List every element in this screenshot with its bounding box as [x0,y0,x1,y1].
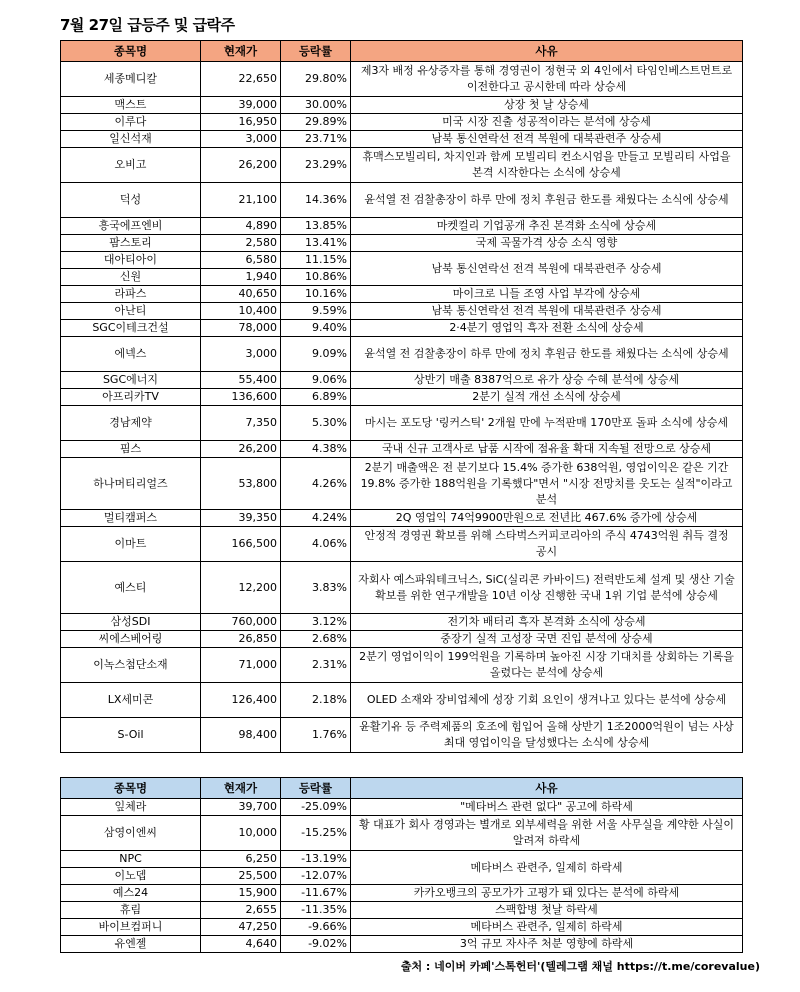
table-row [61,406,743,441]
stock-reason: 마켓컬리 기업공개 추진 본격화 소식에 상승세 [351,218,743,235]
stock-price: 2,655 [201,902,281,919]
stock-name: 씨에스베어링 [61,631,201,648]
stock-price: 3,000 [201,131,281,148]
stock-reason: 마시는 포도당 '링커스틱' 2개월 만에 누적판매 170만포 돌파 소식에 상승세 [351,406,743,441]
stock-price: 3,000 [201,337,281,372]
stock-name: 하나머티리얼즈 [61,458,201,510]
stock-reason: OLED 소재와 장비업체에 성장 기회 요인이 생겨나고 있다는 분석에 상승세 [351,683,743,718]
stock-name: 멀티캠퍼스 [61,510,201,527]
table-row [61,614,743,631]
stock-price: 98,400 [201,718,281,753]
header-price: 현재가 [201,778,281,799]
table-row [61,441,743,458]
stock-reason: 윤활기유 등 주력제품의 호조에 힘입어 올해 상반기 1조2000억원이 넘는 사상 최대 영업이익을 달성했다는 소식에 상승세 [351,718,743,753]
stock-reason: 카카오뱅크의 공모가가 고평가 돼 있다는 분석에 하락세 [351,885,743,902]
stock-price: 16,950 [201,114,281,131]
stock-name: 맥스트 [61,97,201,114]
table-row [61,902,743,919]
stock-change: -25.09% [281,799,351,816]
table-row [61,303,743,320]
stock-reason: 메타버스 관련주, 일제히 하락세 [351,851,743,885]
stock-change: 3.12% [281,614,351,631]
stock-name: 팜스토리 [61,235,201,252]
stock-price: 6,250 [201,851,281,868]
stock-name: 아프리카TV [61,389,201,406]
stock-name: 핌스 [61,441,201,458]
stock-price: 25,500 [201,868,281,885]
table-row [61,816,743,851]
stock-change: 1.76% [281,718,351,753]
table-row [61,510,743,527]
stock-price: 71,000 [201,648,281,683]
header-reason: 사유 [351,41,743,62]
stock-reason: 2분기 실적 개선 소식에 상승세 [351,389,743,406]
stock-name: SGC에너지 [61,372,201,389]
stock-name: 오비고 [61,148,201,183]
stock-price: 4,890 [201,218,281,235]
table-row [61,97,743,114]
stock-price: 7,350 [201,406,281,441]
stock-reason: 미국 시장 진출 성공적이라는 분석에 상승세 [351,114,743,131]
stock-price: 126,400 [201,683,281,718]
table-row [61,919,743,936]
stock-change: -13.19% [281,851,351,868]
stock-name: 에넥스 [61,337,201,372]
table-row [61,851,743,868]
stock-change: 4.38% [281,441,351,458]
stock-reason: 윤석열 전 검찰총장이 하루 만에 정치 후원금 한도를 채웠다는 소식에 상승세 [351,337,743,372]
table-row [61,799,743,816]
stock-change: 30.00% [281,97,351,114]
stock-reason: 중장기 실적 고성장 국면 진입 분석에 상승세 [351,631,743,648]
table-row [61,562,743,614]
stock-change: -15.25% [281,816,351,851]
table-row [61,936,743,953]
stock-name: LX세미콘 [61,683,201,718]
table-row [61,286,743,303]
stock-name: 이녹스첨단소재 [61,648,201,683]
stock-change: 9.09% [281,337,351,372]
table-row [61,235,743,252]
table-row [61,718,743,753]
table-row [61,372,743,389]
stock-change: 23.29% [281,148,351,183]
stock-reason: 2Q 영업익 74억9900만원으로 전년比 467.6% 증가에 상승세 [351,510,743,527]
stock-reason: 황 대표가 회사 경영과는 별개로 외부세력을 위한 서울 사무실을 계약한 사실이 알려져 하락세 [351,816,743,851]
stock-reason: 3억 규모 자사주 처분 영향에 하락세 [351,936,743,953]
stock-name: 이노뎁 [61,868,201,885]
stock-reason: 2·4분기 영업익 흑자 전환 소식에 상승세 [351,320,743,337]
stock-price: 39,350 [201,510,281,527]
table-row [61,183,743,218]
stock-price: 4,640 [201,936,281,953]
stock-reason: 마이크로 니들 조영 사업 부각에 상승세 [351,286,743,303]
stock-price: 39,700 [201,799,281,816]
stock-price: 15,900 [201,885,281,902]
stock-reason: 전기차 배터리 흑자 본격화 소식에 상승세 [351,614,743,631]
stock-change: 13.41% [281,235,351,252]
table-row [61,337,743,372]
stock-name: 라파스 [61,286,201,303]
stock-price: 78,000 [201,320,281,337]
page-title: 7월 27일 급등주 및 급락주 [60,16,235,34]
stock-price: 22,650 [201,62,281,97]
header-change: 등락률 [281,41,351,62]
stock-reason: 자회사 예스파워테크닉스, SiC(실리콘 카바이드) 전력반도체 설계 및 생산 기술 확보를 위한 연구개발을 10년 이상 진행한 국내 1위 기업 분석에 상승세 [351,562,743,614]
stock-price: 26,850 [201,631,281,648]
stock-price: 10,400 [201,303,281,320]
stock-change: 29.80% [281,62,351,97]
stock-name: 대아티아이 [61,252,201,269]
stock-price: 47,250 [201,919,281,936]
table-row [61,631,743,648]
stock-name: 이루다 [61,114,201,131]
table-row [61,648,743,683]
source-note: 출처 : 네이버 카페'스톡헌터'(텔레그램 채널 https://t.me/corevalue) [400,960,760,973]
stock-change: 9.59% [281,303,351,320]
stock-change: 14.36% [281,183,351,218]
table-row [61,320,743,337]
stock-change: 11.15% [281,252,351,269]
table-row [61,148,743,183]
stock-change: 4.24% [281,510,351,527]
stock-reason: 국제 곡물가격 상승 소식 영향 [351,235,743,252]
stock-name: 이마트 [61,527,201,562]
table-row [61,218,743,235]
stock-price: 26,200 [201,441,281,458]
stock-name: 바이브컴퍼니 [61,919,201,936]
stock-name: 휴림 [61,902,201,919]
stock-name: 잎체라 [61,799,201,816]
stock-reason: 윤석열 전 검찰총장이 하루 만에 정치 후원금 한도를 채웠다는 소식에 상승세 [351,183,743,218]
stock-price: 26,200 [201,148,281,183]
stock-price: 1,940 [201,269,281,286]
stock-change: 10.16% [281,286,351,303]
gainers-header-row [61,41,743,62]
table-row [61,885,743,902]
stock-reason: 남북 통신연락선 전격 복원에 대북관련주 상승세 [351,303,743,320]
stock-change: 2.68% [281,631,351,648]
stock-name: 예스티 [61,562,201,614]
stock-reason: 상장 첫 날 상승세 [351,97,743,114]
header-name: 종목명 [61,778,201,799]
stock-change: 6.89% [281,389,351,406]
table-row [61,683,743,718]
stock-reason: 상반기 매출 8387억으로 유가 상승 수혜 분석에 상승세 [351,372,743,389]
header-name: 종목명 [61,41,201,62]
stock-reason: 휴맥스모빌리티, 차지인과 함께 모빌리티 컨소시엄을 만들고 모빌리티 사업을 본격 시작한다는 소식에 상승세 [351,148,743,183]
table-row [61,458,743,510]
stock-name: 세종메디칼 [61,62,201,97]
stock-reason: 제3자 배정 유상증자를 통해 경영권이 정현국 외 4인에서 타임인베스트먼트로 이전한다고 공시한데 따라 상승세 [351,62,743,97]
stock-name: 흥국에프엔비 [61,218,201,235]
stock-price: 760,000 [201,614,281,631]
stock-name: S-Oil [61,718,201,753]
stock-price: 6,580 [201,252,281,269]
stock-change: 9.06% [281,372,351,389]
stock-price: 21,100 [201,183,281,218]
table-row [61,131,743,148]
stock-name: 경남제약 [61,406,201,441]
table-row [61,62,743,97]
losers-header-row [61,778,743,799]
stock-price: 136,600 [201,389,281,406]
stock-name: 일신석재 [61,131,201,148]
stock-name: 신원 [61,269,201,286]
stock-change: 13.85% [281,218,351,235]
stock-name: 아난티 [61,303,201,320]
stock-change: 29.89% [281,114,351,131]
stock-change: 4.06% [281,527,351,562]
stock-name: 예스24 [61,885,201,902]
stock-change: 23.71% [281,131,351,148]
stock-change: -11.67% [281,885,351,902]
stock-name: 유엔젤 [61,936,201,953]
stock-reason: 국내 신규 고객사로 납품 시작에 점유율 확대 지속될 전망으로 상승세 [351,441,743,458]
stock-price: 55,400 [201,372,281,389]
stock-reason: 스팩합병 첫날 하락세 [351,902,743,919]
stock-price: 10,000 [201,816,281,851]
stock-name: NPC [61,851,201,868]
stock-reason: 남북 통신연락선 전격 복원에 대북관련주 상승세 [351,252,743,286]
stock-reason: 남북 통신연락선 전격 복원에 대북관련주 상승세 [351,131,743,148]
stock-reason: 2분기 매출액은 전 분기보다 15.4% 증가한 638억원, 영업이익은 같은 기간 19.8% 증가한 188억원을 기록했다"면서 "시장 전망치를 웃도는 실적"이라고 분석 [351,458,743,510]
table-row [61,527,743,562]
stock-reason: 2분기 영업이익이 199억원을 기록하며 높아진 시장 기대치를 상회하는 기록을 올렸다는 분석에 상승세 [351,648,743,683]
stock-change: -12.07% [281,868,351,885]
stock-change: 10.86% [281,269,351,286]
stock-change: 4.26% [281,458,351,510]
stock-change: 2.18% [281,683,351,718]
stock-price: 40,650 [201,286,281,303]
stock-change: -11.35% [281,902,351,919]
stock-change: 3.83% [281,562,351,614]
stock-reason: 메타버스 관련주, 일제히 하락세 [351,919,743,936]
stock-price: 12,200 [201,562,281,614]
stock-change: 2.31% [281,648,351,683]
stock-price: 39,000 [201,97,281,114]
stock-reason: 안정적 경영권 확보를 위해 스타벅스커피코리아의 주식 4743억원 취득 결정 공시 [351,527,743,562]
stock-price: 166,500 [201,527,281,562]
stock-change: 9.40% [281,320,351,337]
stock-reason: "메타버스 관련 없다" 공고에 하락세 [351,799,743,816]
stock-change: -9.02% [281,936,351,953]
losers-table [60,777,743,953]
stock-price: 2,580 [201,235,281,252]
stock-name: 덕성 [61,183,201,218]
header-reason: 사유 [351,778,743,799]
header-change: 등락률 [281,778,351,799]
stock-change: -9.66% [281,919,351,936]
stock-name: 삼영이엔씨 [61,816,201,851]
table-row [61,252,743,269]
gainers-table [60,40,743,753]
stock-change: 5.30% [281,406,351,441]
stock-price: 53,800 [201,458,281,510]
table-row [61,389,743,406]
stock-name: 삼성SDI [61,614,201,631]
header-price: 현재가 [201,41,281,62]
stock-name: SGC이테크건설 [61,320,201,337]
table-row [61,114,743,131]
